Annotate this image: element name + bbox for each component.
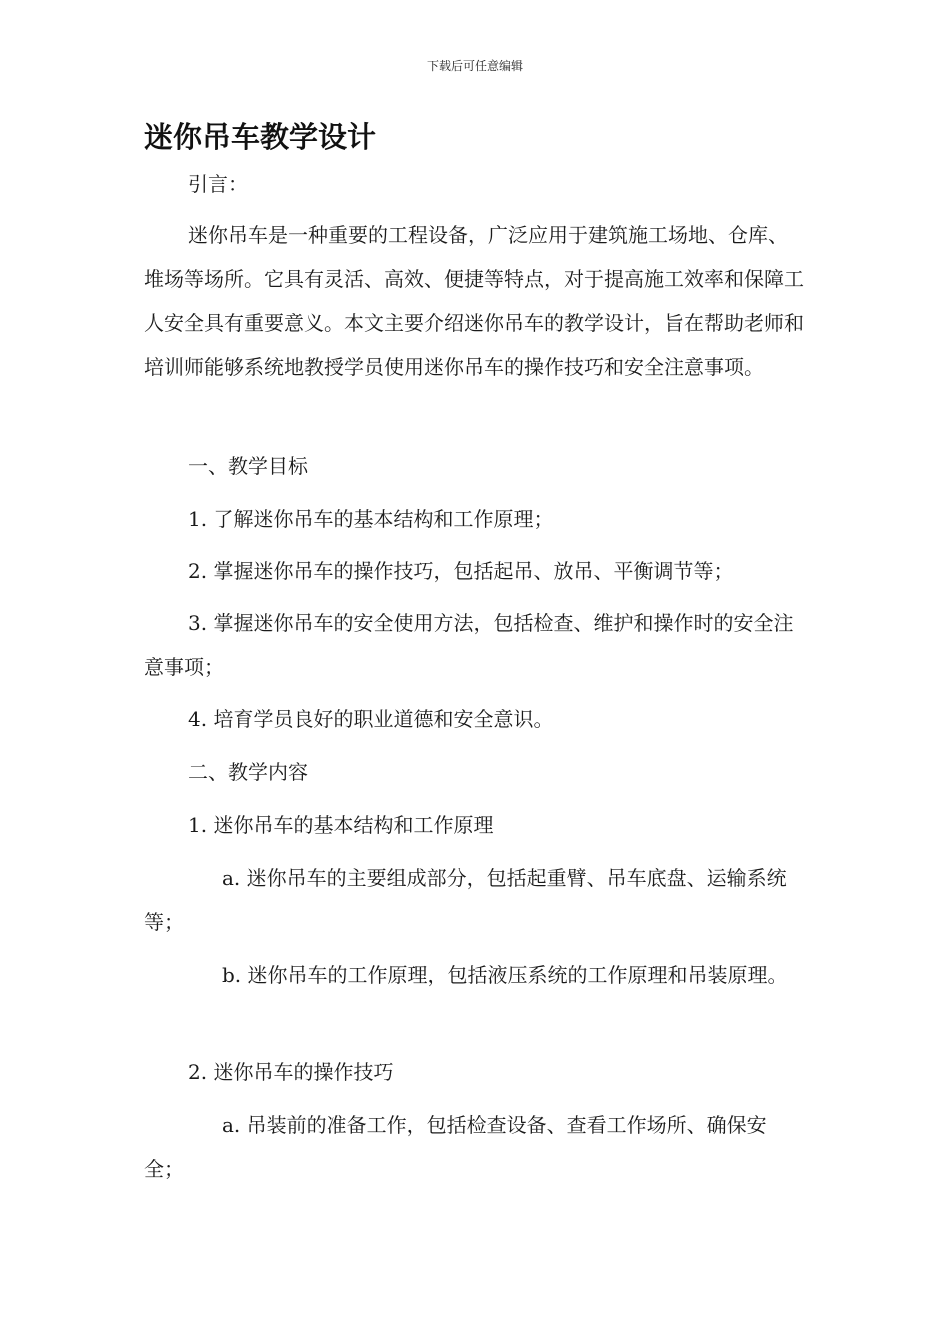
page-title: 迷你吊车教学设计: [144, 120, 377, 154]
goal-item-2: 2. 掌握迷你吊车的操作技巧，包括起吊、放吊、平衡调节等；: [188, 559, 734, 583]
header-note: 下载后可任意编辑: [426, 59, 523, 73]
intro-paragraph: 迷你吊车是一种重要的工程设备，广泛应用于建筑施工场地、仓库、堆场等场所。它具有灵活、高效、便捷等特点，对于提高施工效率和保障工人安全具有重要意义。本文主要介绍迷你吊车的教学设计，旨在帮助老师和培训师能够系统地教授学员使用迷你吊车的操作技巧和安全注意事项。: [144, 223, 804, 379]
section-heading-content: 二、教学内容: [188, 760, 308, 784]
intro-label: 引言：: [188, 172, 248, 196]
content-item-2: 2. 迷你吊车的操作技巧: [188, 1060, 394, 1084]
content-item-1: 1. 迷你吊车的基本结构和工作原理: [188, 813, 494, 837]
goal-item-1: 1. 了解迷你吊车的基本结构和工作原理；: [188, 507, 554, 531]
content-subitem-1b: b. 迷你吊车的工作原理，包括液压系统的工作原理和吊装原理。: [222, 963, 788, 987]
content-subitem-2a: a. 吊装前的准备工作，包括检查设备、查看工作场所、确保安全；: [144, 1113, 767, 1181]
content-subitem-1a: a. 迷你吊车的主要组成部分，包括起重臂、吊车底盘、运输系统等；: [144, 866, 787, 934]
goal-item-3: 3. 掌握迷你吊车的安全使用方法，包括检查、维护和操作时的安全注意事项；: [144, 611, 794, 679]
section-heading-goals: 一、教学目标: [188, 454, 308, 478]
goal-item-4: 4. 培育学员良好的职业道德和安全意识。: [188, 707, 554, 731]
